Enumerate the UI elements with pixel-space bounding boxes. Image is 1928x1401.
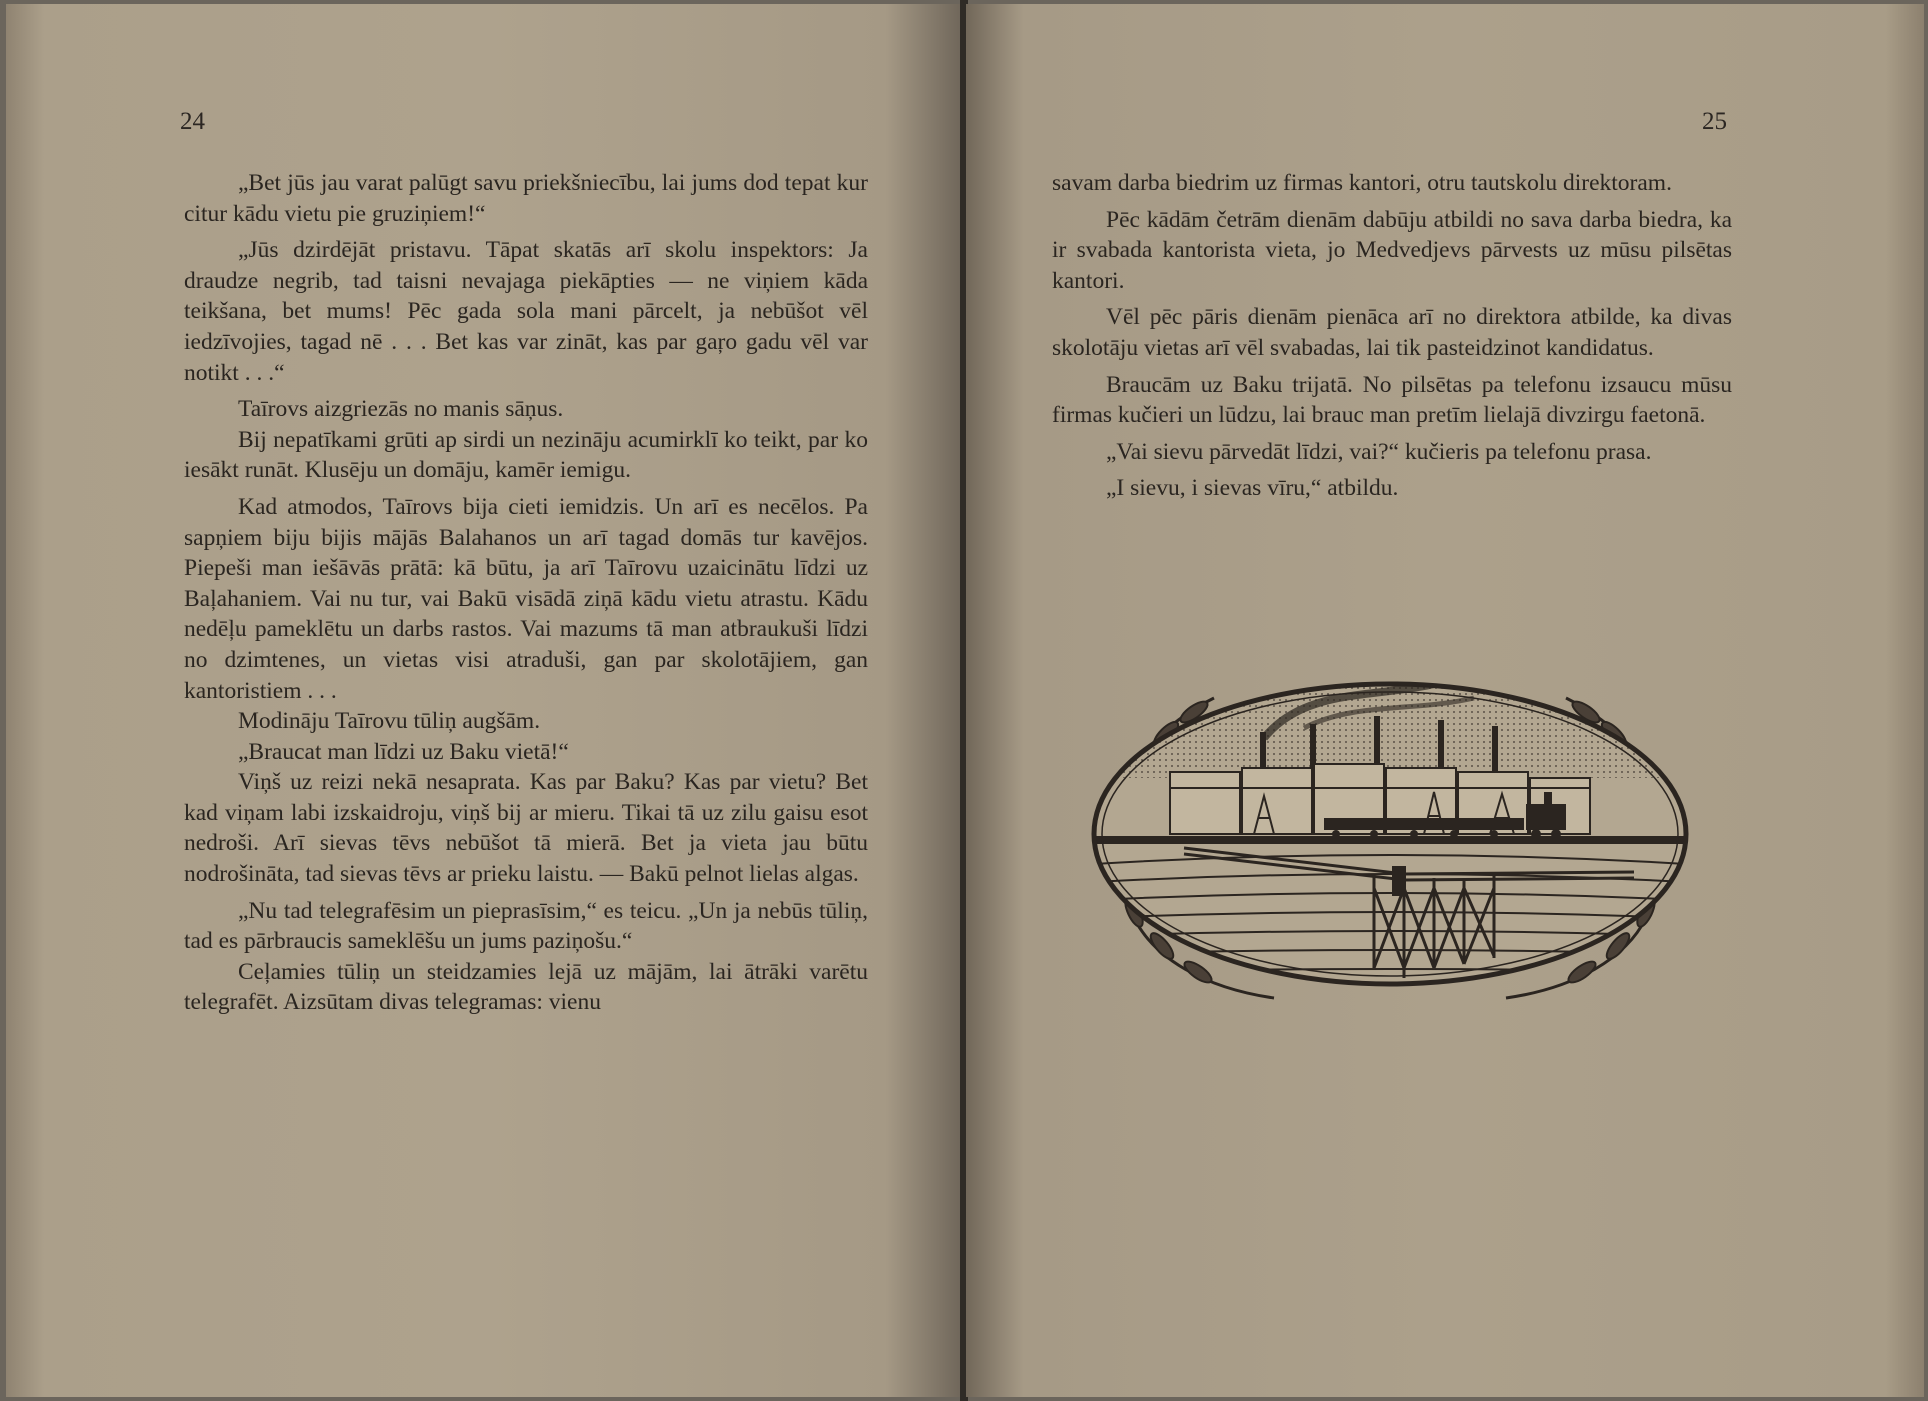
paragraph: Vēl pēc pāris dienām pienāca arī no direktora atbilde, ka divas skolotāju vietas arī vēl svabadas, lai tik pasteidzinot kandidatus. — [1052, 304, 1732, 361]
left-page — [6, 4, 962, 1397]
paragraph: „Braucat man līdzi uz Baku vietā!“ — [238, 738, 569, 765]
paragraph: Braucām uz Baku trijatā. No pilsētas pa telefonu izsaucu mūsu firmas kučieri un lūdzu, lai brauc man pretīm lielajā divzirgu faetonā. — [1052, 371, 1732, 429]
paragraph: „Vai sievu pārvedāt līdzi, vai?“ kučieris pa telefonu prasa. — [1106, 438, 1652, 465]
right-page-text — [1052, 168, 1732, 504]
right-page — [966, 4, 1924, 1397]
oil-field-illustration — [1074, 668, 1706, 1008]
page-number-right: 25 — [1702, 108, 1727, 135]
paragraph: „Bet jūs jau varat palūgt savu priekšniecību, lai jums dod tepat kur citur kādu vietu pie gruziņiem!“ — [184, 170, 868, 227]
paragraph: „Jūs dzirdējāt pristavu. Tāpat skatās arī skolu inspektors: Ja draudze negrib, tad taisni nevajaga piekāpties — ne viņiem kāda teikšana, bet mums! Pēc gada sola mani pārcelt, ja nebūšot vēl iedzīvojies, tagad nē . . . Bet kas var zināt, kas par gaŗo gadu vēl var notikt . . .“ — [184, 237, 868, 386]
page-number-left: 24 — [180, 108, 205, 135]
paragraph: Ceļamies tūliņ un steidzamies lejā uz mājām, lai ātrāki varētu telegrafēt. Aizsūtam divas telegramas: vienu — [184, 958, 868, 1016]
paragraph: Bij nepatīkami grūti ap sirdi un nezināju acumirklī ko teikt, par ko iesākt runāt. Klusēju un domāju, kamēr iemigu. — [184, 426, 868, 484]
left-page-text — [184, 168, 868, 1018]
paragraph: Taīrovs aizgriezās no manis sāņus. — [238, 396, 564, 423]
paragraph: savam darba biedrim uz firmas kantori, otru tautskolu direktoram. — [1052, 170, 1672, 196]
paragraph: „Nu tad telegrafēsim un pieprasīsim,“ es teicu. „Un ja nebūs tūliņ, tad es pārbraucis sameklēšu un jums paziņošu.“ — [184, 897, 868, 955]
paragraph: Viņš uz reizi nekā nesaprata. Kas par Baku? Kas par vietu? Bet kad viņam labi izskaidroju, viņš bij ar mieru. Tikai tā uz zilu gaisu esot nedroši. Arī sievas tēvs nebūšot tā mierā. Bet ja vieta jau būtu nodrošināta, tad sievas tēvs ar prieku laistu. — Bakū pelnot lielas algas. — [184, 769, 868, 888]
paragraph: Pēc kādām četrām dienām dabūju atbildi no sava darba biedra, ka ir svabada kantorista vieta, jo Medvedjevs pārvests uz mūsu pilsētas kantori. — [1052, 206, 1732, 294]
paragraph: Kad atmodos, Taīrovs bija cieti iemidzis. Un arī es necēlos. Pa sapņiem biju bijis mājās Balahanos un arī tagad domās tur kavējos. Piepeši man iešāvās prātā: kā būtu, ja arī Taīrovu uzaicinātu līdzi uz Baļahaniem. Vai nu tur, vai Bakū visādā ziņā kādu vietu atrastu. Kādu nedēļu pameklētu un darbs rastos. Vai mazums tā man atbraukuši līdzi no dzimtenes, un vietas visi atraduši, gan par skolotājiem, gan kantoristiem . . . — [184, 493, 868, 704]
paragraph: „I sievu, i sievas vīru,“ atbildu. — [1106, 475, 1399, 502]
paragraph: Modināju Taīrovu tūliņ augšām. — [238, 708, 541, 735]
